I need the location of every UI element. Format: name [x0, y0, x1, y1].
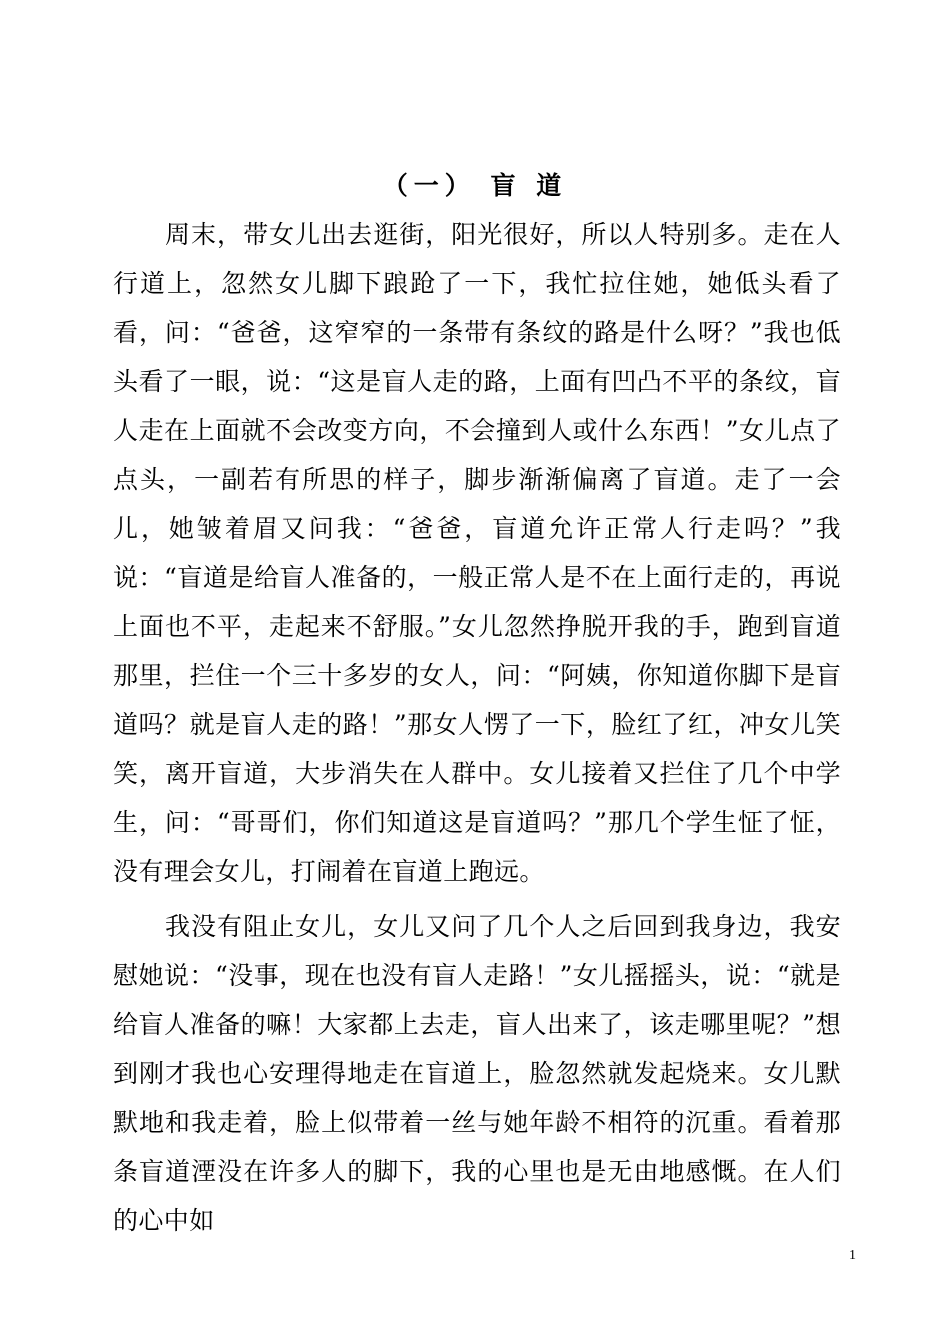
page-number: 1: [849, 1248, 856, 1263]
body-text: [113, 210, 841, 1251]
section-title: （一） 盲 道: [382, 171, 568, 200]
paragraph-2: 我没有阻止女儿，女儿又问了几个人之后回到我身边，我安慰她说：“没事，现在也没有盲人走路！”女儿摇摇头，说：“就是给盲人准备的嘛！大家都上去走，盲人出来了，该走哪里呢？”想到刚才我也心安理得地走在盲道上，脸忽然就发起烧来。女儿默默地和我走着，脸上似带着一丝与她年龄不相符的沉重。看着那条盲道湮没在许多人的脚下，我的心里也是无由地感慨。在人们的心中如: [113, 912, 841, 1235]
paragraph-1: 周末，带女儿出去逛街，阳光很好，所以人特别多。走在人行道上，忽然女儿脚下踉跄了一下，我忙拉住她，她低头看了看，问：“爸爸，这窄窄的一条带有条纹的路是什么呀？”我也低头看了一眼，说：“这是盲人走的路，上面有凹凸不平的条纹，盲人走在上面就不会改变方向，不会撞到人或什么东西！”女儿点了点头，一副若有所思的样子，脚步渐渐偏离了盲道。走了一会儿，她皱着眉又问我：“爸爸，盲道允许正常人行走吗？”我说：“盲道是给盲人准备的，一般正常人是不在上面行走的，再说上面也不平，走起来不舒服。”女儿忽然挣脱开我的手，跑到盲道那里，拦住一个三十多岁的女人，问：“阿姨，你知道你脚下是盲道吗？就是盲人走的路！”那女人愣了一下，脸红了红，冲女儿笑笑，离开盲道，大步消失在人群中。女儿接着又拦住了几个中学生，问：“哥哥们，你们知道这是盲道吗？”那几个学生怔了怔，没有理会女儿，打闹着在盲道上跑远。: [113, 220, 841, 886]
